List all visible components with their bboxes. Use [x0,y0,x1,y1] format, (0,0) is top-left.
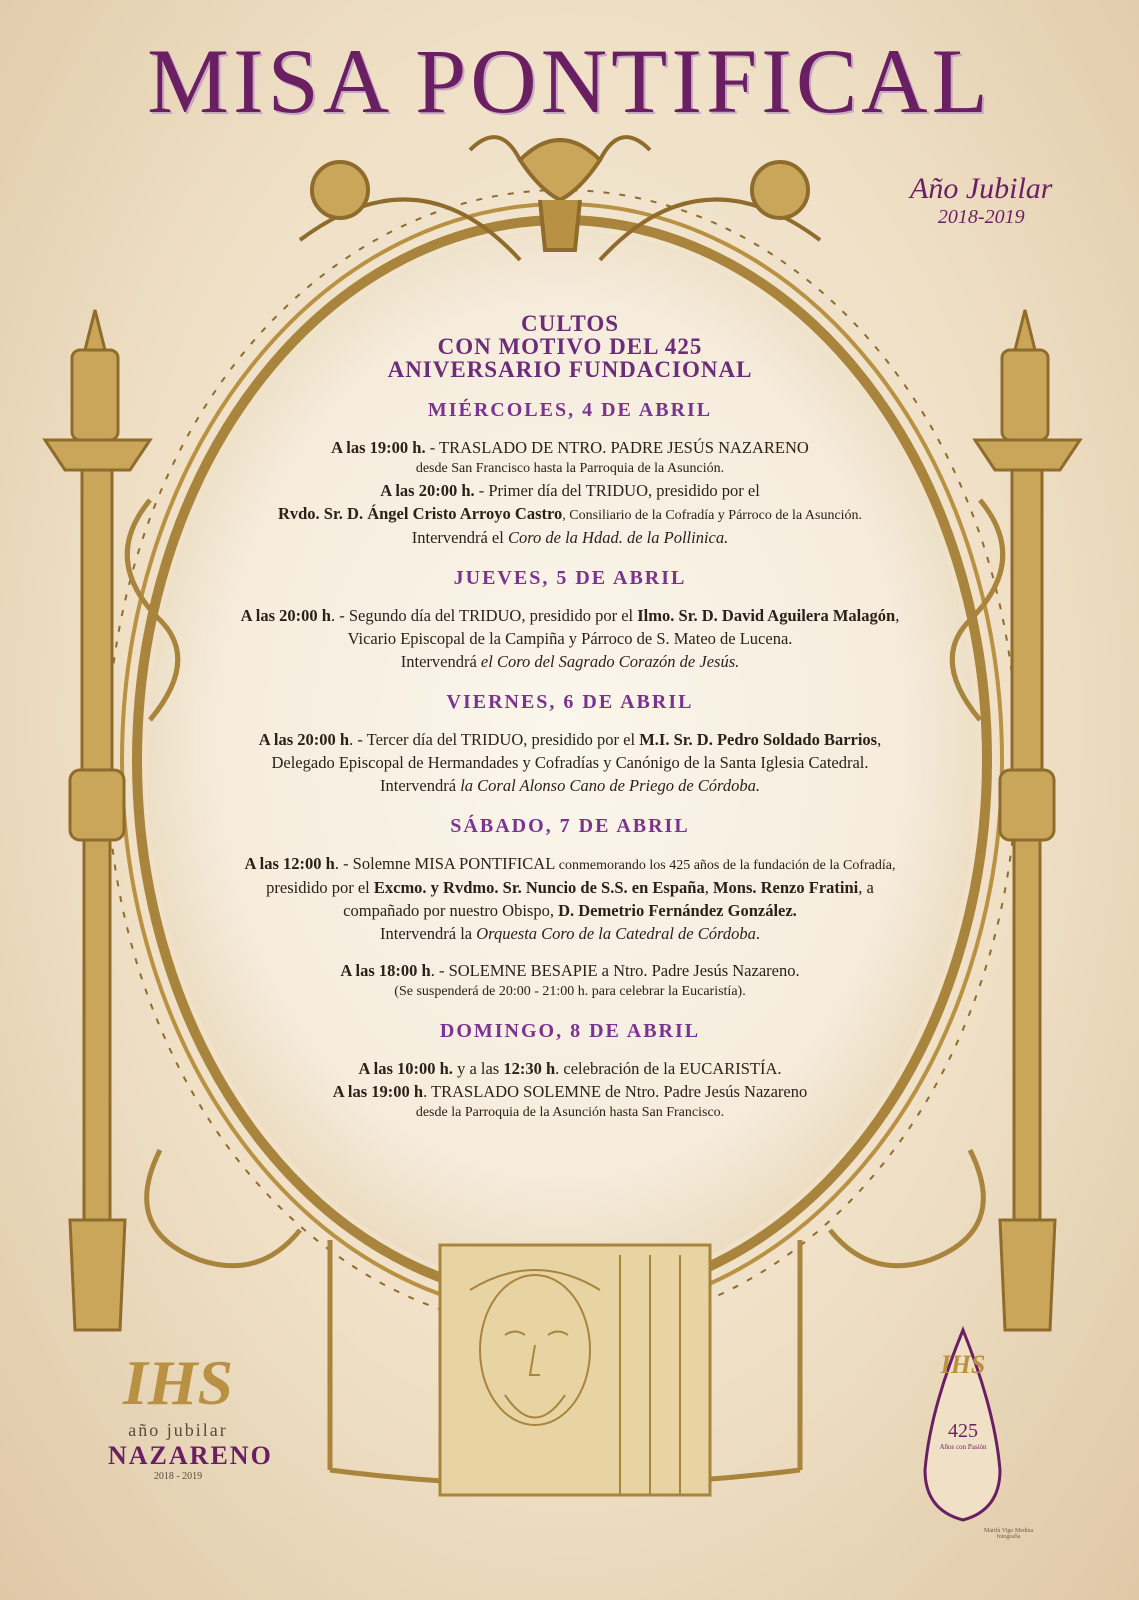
logo-text-nazareno: NAZARENO [108,1441,273,1470]
day-heading-saturday: SÁBADO, 7 DE ABRIL [450,815,690,837]
event-line: Vicario Episcopal de la Campiña y Párroco de S. Mateo de Lucena. [347,629,793,648]
event-line: Rvdo. Sr. D. Ángel Cristo Arroyo Castro, Consiliario de la Cofradía y Párroco de la Asunción. [277,504,863,523]
day-heading-sunday: DOMINGO, 8 DE ABRIL [439,1020,701,1042]
jubilee-title: Año Jubilar [910,172,1053,205]
heading-line-3: ANIVERSARIO FUNDACIONAL [387,357,753,382]
event-line: A las 20:00 h. - Segundo día del TRIDUO, presidido por el Ilmo. Sr. D. David Aguilera Malagón, [240,606,900,625]
event-line: Delegado Episcopal de Hermandades y Cofradías y Canónigo de la Santa Iglesia Catedral. [271,753,869,772]
jubilee-years: 2018-2019 [937,206,1025,228]
event-line: desde la Parroquia de la Asunción hasta San Francisco. [415,1105,725,1120]
event-line: presidido por el Excmo. y Rvdmo. Sr. Nuncio de S.S. en España, Mons. Renzo Fratini, a [266,878,874,897]
event-line: (Se suspenderá de 20:00 - 21:00 h. para celebrar la Eucaristía). [394,984,746,999]
event-line: A las 19:00 h. TRASLADO SOLEMNE de Ntro. Padre Jesús Nazareno [332,1082,808,1101]
event-line: A las 20:00 h. - Primer día del TRIDUO, presidido por el [380,481,760,500]
event-line: Intervendrá el Coro del Sagrado Corazón de Jesús. [400,652,740,671]
logo-text-years: 2018 - 2019 [153,1471,203,1482]
heading-line-2: CON MOTIVO DEL 425 [437,334,703,359]
logo-text-jubilar: año jubilar [128,1420,228,1440]
event-line: desde San Francisco hasta la Parroquia de la Asunción. [415,461,725,476]
heading-line-1: CULTOS [520,311,620,336]
ihs-monogram: IHS [122,1347,234,1418]
event-line: A las 10:00 h. y a las 12:30 h. celebración de la EUCARISTÍA. [358,1059,782,1078]
event-line: Intervendrá la Coral Alonso Cano de Priego de Córdoba. [380,776,760,795]
ihs-jubilee-logo [108,1346,273,1482]
event-line: A las 19:00 h. - TRASLADO DE NTRO. PADRE JESÚS NAZARENO [331,438,809,457]
event-line: A las 20:00 h. - Tercer día del TRIDUO, presidido por el M.I. Sr. D. Pedro Soldado Barrios, [258,730,882,749]
event-line: Intervendrá el Coro de la Hdad. de la Pollinica. [411,528,729,547]
event-line: compañado por nuestro Obispo, D. Demetrio Fernández González. [343,901,797,920]
photo-credit: Marilú Vigo Medina fotografía [984,1528,1034,1540]
anniversary-425-logo [918,1320,1008,1451]
event-line: Intervendrá la Orquesta Coro de la Catedral de Córdoba. [380,924,760,943]
event-line: A las 12:00 h. - Solemne MISA PONTIFICAL conmemorando los 425 años de la fundación de la Cofradía, [244,854,896,873]
anniversary-text: Años con Pasión [939,1443,987,1451]
event-line: A las 18:00 h. - SOLEMNE BESAPIE a Ntro. Padre Jesús Nazareno. [340,961,800,980]
jubilee-label [910,172,1053,229]
anniversary-number: 425 [948,1420,978,1442]
ihs-monogram-small: IHS [940,1350,986,1379]
day-heading-friday: VIERNES, 6 DE ABRIL [446,691,694,713]
day-heading-thursday: JUEVES, 5 DE ABRIL [453,567,687,589]
day-heading-wednesday: MIÉRCOLES, 4 DE ABRIL [427,399,713,421]
schedule-content [170,312,970,1123]
page-title: MISA PONTIFICAL [147,30,992,132]
